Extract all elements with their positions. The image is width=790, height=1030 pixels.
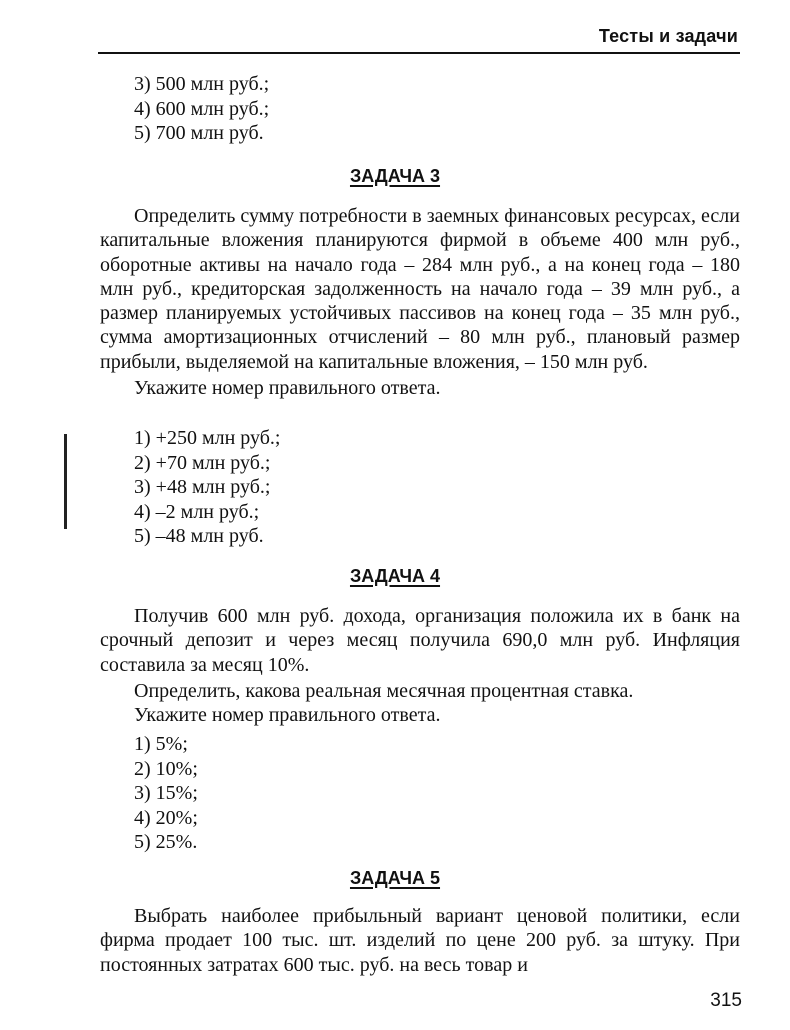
task3-heading-text: ЗАДАЧА 3: [349, 166, 441, 186]
answer-option: 3) +48 млн руб.;: [134, 476, 271, 498]
answer-option: 3) 500 млн руб.;: [134, 73, 270, 95]
task4-heading-text: ЗАДАЧА 4: [349, 566, 441, 586]
running-header-title: Тесты и задачи: [598, 26, 738, 46]
answer-option: 1) +250 млн руб.;: [134, 427, 281, 449]
previous-task-answers: [134, 72, 269, 146]
header-rule: [98, 52, 740, 54]
answer-option: 4) 20%;: [134, 806, 198, 829]
answer-option: 1) 5%;: [134, 733, 188, 755]
task4-text: Получив 600 млн руб. дохода, организация положила их в банк на срочный депозит и через месяц получила 690,0 млн руб. Инфляция составила за месяц 10%.: [100, 605, 740, 676]
task4-prompt: Укажите номер правильного ответа.: [134, 704, 441, 727]
running-header: [98, 20, 740, 54]
task5-heading-text: ЗАДАЧА 5: [349, 868, 441, 888]
answer-option: 5) –48 млн руб.: [134, 525, 264, 547]
task3-text: Определить сумму потребности в заемных финансовых ресурсах, если капитальные вложения планируются фирмой в объеме 400 млн руб., оборотные активы на начало года – 284 млн руб., а на конец года – 180 млн руб., кредиторская задолженность на начало года – 39 млн руб., а размер планируемых устойчивых пассивов на конец года – 35 млн руб., сумма амортизационных отчислений – 80 млн руб., плановый размер прибыли, выделяемой на капитальные вложения, – 150 млн руб.: [100, 205, 740, 373]
task4-question: Определить, какова реальная месячная процентная ставка.: [134, 679, 634, 702]
task4-heading: [0, 566, 790, 586]
task3-prompt: Укажите номер правильного ответа.: [134, 377, 441, 400]
answer-option: 2) +70 млн руб.;: [134, 451, 271, 474]
task3-answers: [134, 426, 280, 549]
answer-option: 4) 600 млн руб.;: [134, 97, 270, 120]
answer-option: 2) 10%;: [134, 757, 198, 780]
answer-option: 5) 25%.: [134, 831, 198, 853]
page-number: 315: [710, 990, 742, 1011]
task5-text: Выбрать наиболее прибыльный вариант ценовой политики, если фирма продает 100 тыс. шт. изделий по цене 200 руб. за штуку. При постоянных затратах 600 тыс. руб. на весь товар и: [100, 905, 740, 976]
task3-heading: [0, 166, 790, 186]
task4-body: [100, 604, 740, 727]
task5-heading: [0, 868, 790, 888]
task4-answers: [134, 732, 198, 855]
margin-bar: [64, 434, 67, 529]
task5-body: [100, 904, 740, 977]
answer-option: 5) 700 млн руб.: [134, 122, 264, 144]
task3-body: [100, 204, 740, 400]
answer-option: 3) 15%;: [134, 782, 198, 804]
answer-option: 4) –2 млн руб.;: [134, 500, 260, 523]
